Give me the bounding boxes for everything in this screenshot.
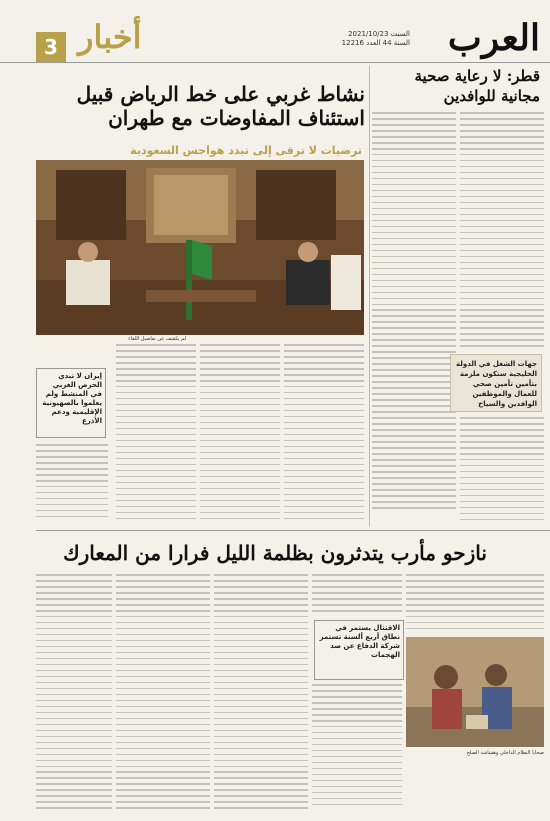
main-story-body-col-2 bbox=[200, 344, 280, 524]
displaced-children-photo bbox=[406, 637, 544, 747]
side-story-body-col-3 bbox=[460, 417, 544, 525]
side-story-title: قطر: لا رعاية صحية مجانية للوافدين bbox=[414, 67, 540, 105]
newspaper-logo: العرب bbox=[447, 17, 540, 59]
meeting-room-photo bbox=[36, 160, 364, 335]
main-story-body-col-4 bbox=[36, 444, 108, 526]
main-story-photo bbox=[36, 160, 364, 335]
main-story-pull-quote: إيران لا تبدي الحرص الغربي في المنشط ولم يعلموا بالصهيونية الإقليمية ودعم الأذرع bbox=[36, 368, 106, 438]
bottom-story-body-col-1 bbox=[406, 574, 544, 634]
bottom-story-body-col-6 bbox=[36, 574, 112, 816]
side-story bbox=[372, 62, 550, 530]
masthead bbox=[0, 0, 550, 63]
bottom-story-title: نازحو مأرب يتدثرون بظلمة الليل فرارا من المعارك bbox=[63, 541, 487, 565]
issue-date bbox=[342, 30, 410, 48]
main-story-body-col-3 bbox=[116, 344, 196, 524]
bottom-story-photo bbox=[406, 637, 544, 747]
main-photo-caption: لم يكشف عن تفاصيل اللقاء bbox=[128, 336, 186, 342]
bottom-photo-caption: ضحايا النظام الداخلي وهشاشة الصلح bbox=[466, 750, 544, 756]
side-story-body-col-1 bbox=[460, 112, 544, 352]
column-rule bbox=[369, 66, 370, 526]
bottom-story-body-col-5 bbox=[116, 574, 210, 816]
side-story-body-col-2 bbox=[372, 112, 456, 512]
main-story-title: نشاط غربي على خط الرياض قبيل استئناف المفاوضات مع طهران bbox=[76, 82, 365, 130]
side-story-pull-quote: جهات الشغل في الدولة الخليجية ستكون ملزمة بتأمين تأمين صحي للعمال والموظفين الوافدين والسياح bbox=[450, 354, 542, 412]
main-story-body-col-1 bbox=[284, 344, 364, 524]
issue-line: السنة 44 العدد 12216 bbox=[341, 39, 410, 47]
bottom-story-body-col-4 bbox=[214, 574, 308, 816]
bottom-story-body-col-2 bbox=[312, 574, 402, 618]
section-name: أخبار bbox=[78, 18, 142, 56]
section-divider bbox=[36, 530, 550, 531]
bottom-story-pull-quote: الاقتتال يستمر في نطاق أربع ألسنة تستمر شركة الدفاع عن صد الهجمات bbox=[314, 620, 404, 680]
page-number: 3 bbox=[36, 32, 66, 62]
main-story-subtitle: ترضيات لا ترقى إلى تبدد هواجس السعودية bbox=[130, 144, 362, 157]
date-line: السبت 2021/10/23 bbox=[348, 30, 410, 38]
bottom-story-body-col-3 bbox=[312, 684, 402, 816]
